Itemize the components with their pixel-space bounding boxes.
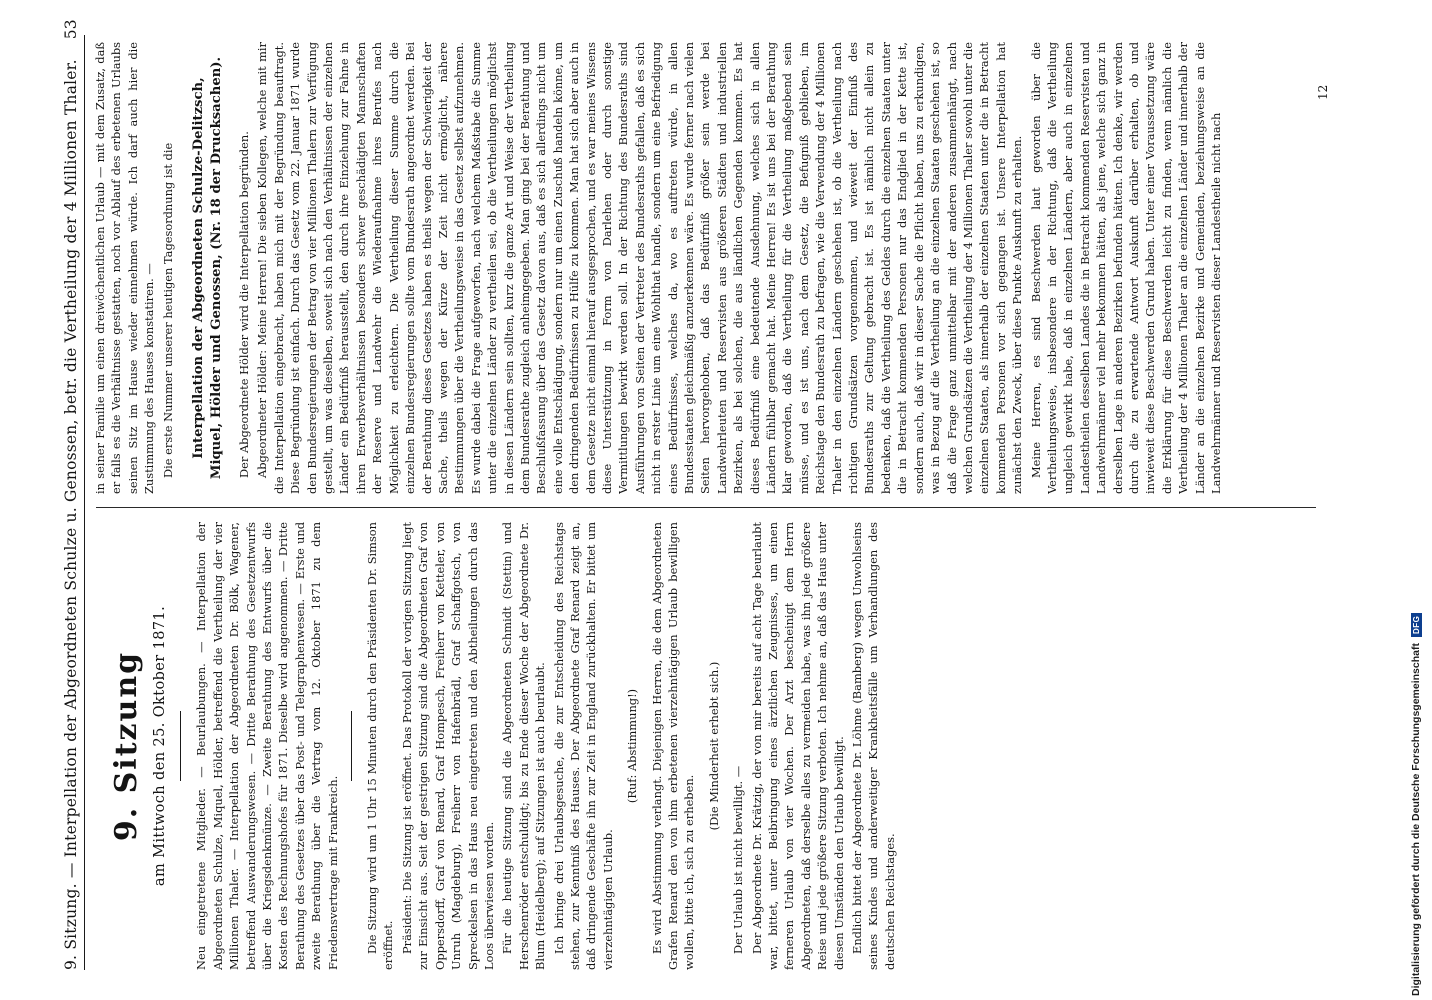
call-for-vote: (Ruf: Abstimmung!) bbox=[625, 688, 640, 804]
header-rule bbox=[84, 35, 85, 970]
title-divider bbox=[180, 711, 181, 781]
interpellation-heading: Interpellation der Abgeordneten Schulze-Delitzsch, Miquel, Hölder und Genossen, (Nr. 18 der Drucksachen). bbox=[191, 56, 225, 480]
left-column bbox=[92, 522, 1322, 970]
continuation-paragraph: in seiner Familie um einen dreiwöchentlichen Urlaub — mit dem Zusatz, daß er falls es die Verhältnisse gestatten, noch vor Ablauf des erbetenen Urlaubs seinen Sitz im Hause wieder einnehmen würde. Ich darf auch hier die Zustimmung des Hauses konstatiren. — bbox=[93, 42, 157, 494]
interpellation-intro: Der Abgeordnete Hölder wird die Interpellation begründen. bbox=[237, 131, 252, 478]
opening-paragraph: Die Sitzung wird um 1 Uhr 15 Minuten durch den Präsidenten Dr. Simson eröffnet. bbox=[365, 522, 396, 970]
running-header bbox=[54, 19, 80, 970]
session-title: 9. Sitzung bbox=[109, 650, 144, 842]
loehme-paragraph: Endlich bittet der Abgeordnete Dr. Löhme (Bamberg) wegen Unwohlseins seines Kindes und anderweitiger Krankheitsfälle um Verhandlungen des deutschen Reichstages. bbox=[850, 522, 897, 970]
digitization-note bbox=[1410, 613, 1422, 996]
vote-paragraph: Es wird Abstimmung verlangt. Diejenigen Herren, die dem Abgeordneten Grafen Renard den von ihm erbetenen vierzehntägigen Urlaub bewilligen wollen, bitte ich, sich zu erheben. bbox=[649, 522, 697, 970]
president-paragraph-3: Ich bringe drei Urlaubsgesuche, die zur Entscheidung des Reichstags stehen, zur Kenntniß des Hauses. Der Abgeordnete Graf Renard zeigt an, daß dringende Geschäfte ihn zur Zeit in England zurückhalten. Er bittet um vierzehntägigen Urlaub. bbox=[551, 522, 615, 970]
page-number: 53 bbox=[62, 19, 80, 40]
minority-note: (Die Minderheit erhebt sich.) bbox=[706, 661, 721, 831]
president-paragraph-1: Präsident: Die Sitzung ist eröffnet. Das Protokoll der vorigen Sitzung liegt zur Einsicht aus. Seit der gestrigen Sitzung sind die Abgeordneten Graf von Oppersdorff, Graf von Renard, Graf Hompesch, Freiherr von Ketteler, von Unruh (Magdeburg), Freiherr von Hafenbrädl, Graf Schaffgotsch, von Spreckelsen in das Haus neu eingetreten und den Abtheilungen durch das Loos überwiesen worden. bbox=[399, 522, 496, 970]
running-header-title: 9. Sitzung. — Interpellation der Abgeordneten Schulze u. Genossen, betr. die Vertheilung der 4 Millionen Thaler. bbox=[62, 59, 80, 970]
agenda-paragraph: Die erste Nummer unserer heutigen Tagesordnung ist die bbox=[160, 142, 175, 478]
president-paragraph-2: Für die heutige Sitzung sind die Abgeordneten Schmidt (Stettin) und Herschenröder entschuldigt; bis zu Ende dieser Woche der Abgeordnete Dr. Blum (Heidelberg); auf Sitzungen ist auch beurlaubt. bbox=[500, 522, 548, 970]
right-column bbox=[92, 42, 1322, 494]
summary-divider bbox=[351, 711, 352, 781]
hoelder-speech: Abgeordneter Hölder: Meine Herren! Die sieben Kollegen, welche mit mir die Interpellation eingebracht, haben mich mit der Begründung beauftragt. Diese Begründung ist einfach. Durch das Gesetz vom 22. Januar 1871 wurde den Bundesregierungen der Betrag von vier Millionen Thalern zur Verfügung gestellt, um was dieselben, soweit sich nach den Verhältnissen der einzelnen Länder ein Bedürfniß herausstellt, den durch ihre Einziehung zur Fahne in ihren Erwerbsverhältnissen besonders schwer geschädigten Mannschaften der Reserve und Landwehr die Wiederaufnahme ihres Berufes nach Möglichkeit zu erleichtern. Die Vertheilung dieser Summe durch die einzelnen Bundesregierungen sollte vom Bundesrath angeordnet werden. Bei der Berathung dieses Gesetzes haben es theils wegen der Schwierigkeit der Sache, theils wegen der Kürze der Zeit nicht ermöglicht, nähere Bestimmungen über die Vertheilungsweise in das Gesetz selbst aufzunehmen. Es wurde dabei die Frage aufgeworfen, nach welchem Maßstabe die Summe unter die einzelnen Länder zu vertheilen sei, ob die Vertheilungen möglichst in diesen Ländern sein sollten, kurz die ganze Art und Weise der Vertheilung dem Bundesrathe zugleich anheimgegeben. Man ging bei der Berathung und Beschlußfassung über das Gesetz davon aus, daß es sich allerdings nicht um eine volle Entschädigung, sondern nur um einen Zuschuß handeln könne, um den dringenden Bedürfnissen zu Hülfe zu kommen. Man hat sich aber auch in dem Gesetze nicht einmal hierauf ausgesprochen, und es war meines Wissens diese Unterstützung in Form von Darlehen oder durch sonstige Vermittlungen bewirkt werden soll. In der Richtung des Bundesraths sind Ausführungen von Seiten der Vertreter des Bundesraths gefallen, daß es sich nicht in erster Linie um eine Wohlthat handle, sondern um eine Befriedigung eines Bedürfnisses, welches da, wo es auftreten würde, in allen Bundesstaaten gleichmäßig anzuerkennen wäre. Es wurde ferner nach vielen Seiten hervorgehoben, daß das Bedürfniß größer sein werde bei Landwehrleuten und Reservisten aus größeren Städten und industriellen Bezirken, als bei solchen, die aus ländlichen Gegenden kommen. Es hat dieses Bedürfniß eine bedeutende Ausdehnung, welches sich in allen Ländern fühlbar gemacht hat. Meine Herren! Es ist uns bei der Berathung klar geworden, daß die Vertheilung für die Vertheilung maßgebend sein müsse, und es ist uns, nach dem Gesetz, die Befugniß geblieben, im Reichstage den Bundesrath zu befragen, wie die Verwendung der 4 Millionen Thaler in den einzelnen Ländern geschehen ist, ob die Vertheilung nach richtigen Grundsätzen vorgenommen, und wieweit der Einfluß des Bundesraths zur Geltung gebracht ist. Es ist nämlich nicht allein zu bedenken, daß die Vertheilung des Geldes durch die einzelnen Staaten unter die in Betracht kommenden Personen nur das Endglied in der Kette ist, sondern auch, daß wir in dieser Sache die Pflicht haben, uns zu erkundigen, was in Bezug auf die Vertheilung an die einzelnen Staaten geschehen ist, so daß die Frage ganz unmittelbar mit der anderen zusammenhängt, nach welchen Grundsätzen die Vertheilung der 4 Millionen Thaler sowohl unter die einzelnen Staaten, als innerhalb der einzelnen Staaten unter die in Betracht kommenden Personen vor sich gegangen ist. Unsere Interpellation hat zunächst den Zweck, über diese Punkte Auskunft zu erhalten. bbox=[255, 42, 1025, 494]
column-divider bbox=[96, 507, 1316, 508]
dfg-logo: DFG bbox=[1411, 613, 1422, 637]
session-summary: Neu eingetretene Mitglieder. — Beurlaubungen. — Interpellation der Abgeordneten Schulze, Miquel, Hölder, betreffend die Vertheilung der vier Millionen Thaler. — Interpellation der Abgeordneten Dr. Bölk, Wagener, betreffend Auswanderungswesen. — Dritte Berathung des Gesetzentwurfs über die Kriegsdenkmünze. — Zweite Berathung des Entwurfs über die Kosten des Rechnungshofes für 1871. Dieselbe wird angenommen. — Dritte Berathung des Gesetzes über das Post- und Telegraphenwesen. — Erste und zweite Berathung über die Vertrag vom 12. Oktober 1871 zu dem Friedensvertrage mit Frankreich. bbox=[194, 522, 340, 970]
hoelder-speech-continued: Meine Herren, es sind Beschwerden laut geworden über die Vertheilungsweise, insbesondere in der Richtung, daß die Vertheilung ungleich gewirkt habe, daß in einzelnen Ländern, aber auch in einzelnen Landestheilen desselben Landes die in Betracht kommenden Reservisten und Landwehrmänner viel mehr bekommen hätten, als jene, welche sich ganz in derselben Lage in anderen Bezirken befunden hätten. Ich denke, wir werden durch die zu erwartende Antwort Auskunft darüber erhalten, ob und inwieweit diese Beschwerden Grund haben. Unter einer Voraussetzung wäre die Erklärung für diese Beschwerden leicht zu finden, wenn nämlich die Vertheilung der 4 Millionen Thaler an die einzelnen Länder und innerhalb der Länder an die einzelnen Bezirke und Gemeinden, beziehungsweise an die Landwehrmänner und Reservisten dieser Landestheile nicht nach bbox=[1028, 42, 1223, 494]
session-date: am Mittwoch den 25. Oktober 1871. bbox=[152, 605, 168, 887]
signature-number: 12 bbox=[1316, 84, 1330, 100]
kraetzig-paragraph: Der Abgeordnete Dr. Krätzig, der von mir bereits auf acht Tage beurlaubt war, bittet, unter Beibringung eines ärztlichen Zeugnisses, um einen ferneren Urlaub von vier Wochen. Der Arzt bescheinigt dem Herrn Abgeordneten, daß derselbe alles zu vermeiden habe, was ihn jede größere Reise und jede größere Sitzung verboten. Ich nehme an, daß das Haus unter diesen Umständen den Urlaub bewilligt. bbox=[749, 522, 846, 970]
digitization-text: Digitalisierung gefördert durch die Deutsche Forschungsgemeinschaft bbox=[1410, 643, 1422, 996]
leave-denied: Der Urlaub ist nicht bewilligt. — bbox=[731, 765, 746, 954]
